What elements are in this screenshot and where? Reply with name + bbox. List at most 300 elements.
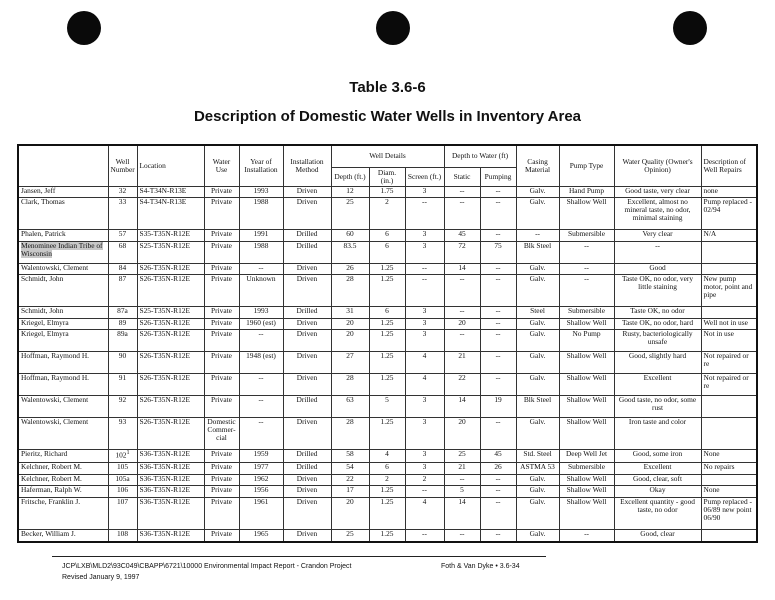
cell-water-use-text: Private xyxy=(211,229,232,239)
cell-static-level-text: 22 xyxy=(458,373,466,383)
cell-pump-type-text: -- xyxy=(584,263,589,272)
cell-location xyxy=(137,498,204,530)
cell-pumping-level-text: -- xyxy=(495,417,501,426)
cell-owner-name-text: Kriegel, Elmyra xyxy=(21,318,69,327)
cell-static-level-text: 14 xyxy=(458,395,466,404)
cell-owner-name xyxy=(18,449,108,462)
cell-pumping-level-text: 19 xyxy=(494,395,502,404)
cell-depth-text: 28 xyxy=(346,417,354,426)
cell-screen xyxy=(405,318,444,330)
cell-depth-text: 83.5 xyxy=(343,241,357,250)
cell-water-quality-text: Good, some iron xyxy=(632,449,683,458)
cell-water-quality-text: Good xyxy=(649,263,666,272)
cell-owner-name-text: Pieritz, Richard xyxy=(21,449,68,458)
cell-casing-material-text: Galv. xyxy=(529,329,546,339)
cell-static-level xyxy=(444,263,480,275)
cell-screen-text: 4 xyxy=(422,351,427,361)
cell-depth-text: 28 xyxy=(346,274,354,284)
cell-well-repairs-text: Well not in use xyxy=(703,318,748,327)
table-title: Description of Domestic Water Wells in Inventory Area xyxy=(193,108,582,125)
cell-static-level xyxy=(444,530,480,542)
cell-diameter-text: 1.25 xyxy=(380,263,394,272)
cell-pumping-level-text: -- xyxy=(495,351,501,361)
cell-well-repairs xyxy=(701,307,757,319)
cell-installation-method-text: Drilled xyxy=(296,462,318,472)
cell-year-installation-text: 1993 xyxy=(253,306,269,316)
cell-diameter-text: 1.25 xyxy=(380,329,394,339)
cell-pump-type-text: Shallow Well xyxy=(566,474,607,483)
cell-well-number xyxy=(108,330,137,352)
cell-owner-name xyxy=(18,395,108,417)
cell-owner-name-text: Kelchner, Robert M. xyxy=(21,462,82,472)
cell-depth xyxy=(331,186,369,198)
cell-location xyxy=(137,463,204,475)
cell-well-repairs xyxy=(701,318,757,330)
cell-location-text: S26-T35N-R12E xyxy=(139,395,191,404)
cell-pump-type-text: Submersible xyxy=(568,462,605,472)
cell-year-installation-text: 1988 xyxy=(253,241,269,250)
cell-location-text: S25-T35N-R12E xyxy=(139,241,191,250)
cell-year-installation xyxy=(239,230,283,242)
cell-well-number xyxy=(108,352,137,374)
cell-well-number-text: 33 xyxy=(118,197,127,207)
cell-depth-text: 25 xyxy=(346,197,354,207)
cell-location xyxy=(137,275,204,307)
cell-water-quality-text: Taste OK, no odor xyxy=(630,306,685,316)
cell-diameter-text: 6 xyxy=(385,462,389,472)
cell-water-quality xyxy=(614,275,701,307)
cell-owner-name xyxy=(18,486,108,498)
table-row xyxy=(18,263,757,275)
cell-pump-type-text: Shallow Well xyxy=(566,497,607,507)
cell-screen xyxy=(405,307,444,319)
cell-casing-material-text: -- xyxy=(535,229,540,239)
cell-pumping-level xyxy=(480,449,516,462)
cell-well-repairs-text: Pump replaced - 02/94 xyxy=(703,197,752,215)
cell-screen-text: -- xyxy=(422,197,427,207)
cell-water-quality xyxy=(614,374,701,396)
binder-hole-right xyxy=(673,11,707,45)
cell-well-number xyxy=(108,198,137,230)
cell-year-installation-text: -- xyxy=(258,417,264,426)
cell-screen-text: 4 xyxy=(422,373,427,383)
header-static: Static xyxy=(444,167,480,186)
cell-static-level-text: -- xyxy=(459,197,465,207)
cell-static-level xyxy=(444,275,480,307)
cell-water-use xyxy=(204,198,239,230)
cell-water-use-text: Private xyxy=(211,373,232,383)
cell-pump-type-text: Submersible xyxy=(568,306,605,316)
cell-casing-material xyxy=(516,395,559,417)
cell-owner-name xyxy=(18,474,108,486)
cell-static-level xyxy=(444,198,480,230)
cell-well-repairs-text: none xyxy=(703,186,718,195)
cell-static-level-text: 72 xyxy=(458,241,466,250)
cell-owner-name xyxy=(18,530,108,542)
cell-depth xyxy=(331,318,369,330)
cell-well-number-text: 87a xyxy=(117,306,128,316)
cell-well-number xyxy=(108,498,137,530)
cell-static-level-text: 14 xyxy=(458,497,466,507)
cell-depth-text: 54 xyxy=(346,462,354,472)
cell-location-text: S36-T35N-R12E xyxy=(139,449,191,458)
header-year-installation: Year of Installation xyxy=(239,145,283,186)
cell-screen-text: 3 xyxy=(422,186,427,195)
cell-pumping-level-text: -- xyxy=(495,318,501,327)
table-row xyxy=(18,374,757,396)
cell-year-installation-text: Unknown xyxy=(246,274,276,284)
cell-diameter-text: 2 xyxy=(385,474,389,483)
cell-depth xyxy=(331,449,369,462)
cell-pump-type-text: Shallow Well xyxy=(566,373,607,383)
cell-well-repairs xyxy=(701,186,757,198)
cell-water-quality xyxy=(614,241,701,263)
cell-pump-type xyxy=(559,263,614,275)
cell-diameter-text: 1.25 xyxy=(380,318,394,327)
cell-installation-method xyxy=(283,449,331,462)
cell-diameter-text: 2 xyxy=(385,197,389,207)
cell-water-use xyxy=(204,275,239,307)
cell-static-level-text: 20 xyxy=(458,318,466,327)
cell-well-number-text: 89a xyxy=(117,329,128,339)
cell-installation-method xyxy=(283,198,331,230)
cell-casing-material xyxy=(516,486,559,498)
cell-diameter xyxy=(369,241,405,263)
cell-well-number-text: 92 xyxy=(118,395,127,404)
cell-static-level-text: 21 xyxy=(458,462,466,472)
cell-year-installation-text: -- xyxy=(258,395,264,404)
cell-static-level xyxy=(444,417,480,449)
cell-pump-type-text: -- xyxy=(584,529,589,539)
cell-year-installation xyxy=(239,198,283,230)
cell-owner-name xyxy=(18,230,108,242)
cell-pumping-level xyxy=(480,241,516,263)
cell-installation-method xyxy=(283,230,331,242)
cell-depth-text: 28 xyxy=(346,373,354,383)
cell-well-repairs-text: N/A xyxy=(703,229,717,239)
cell-diameter-text: 1.25 xyxy=(380,373,394,383)
cell-screen-text: 3 xyxy=(422,329,427,339)
cell-water-quality xyxy=(614,263,701,275)
cell-water-quality xyxy=(614,318,701,330)
cell-static-level-text: 20 xyxy=(458,417,466,426)
cell-screen xyxy=(405,241,444,263)
cell-diameter xyxy=(369,474,405,486)
cell-pump-type xyxy=(559,417,614,449)
cell-well-repairs xyxy=(701,275,757,307)
cell-well-number-text: 105 xyxy=(116,462,129,472)
cell-pump-type-text: Deep Well Jet xyxy=(565,449,608,458)
cell-pump-type xyxy=(559,307,614,319)
cell-year-installation-text: 1960 (est) xyxy=(246,318,276,327)
cell-water-use xyxy=(204,417,239,449)
cell-installation-method-text: Driven xyxy=(296,197,318,207)
cell-well-repairs xyxy=(701,463,757,475)
cell-diameter xyxy=(369,486,405,498)
cell-water-quality xyxy=(614,530,701,542)
cell-pumping-level xyxy=(480,330,516,352)
cell-pump-type-text: Shallow Well xyxy=(566,417,607,426)
cell-owner-name xyxy=(18,198,108,230)
cell-water-use-text: Private xyxy=(211,351,232,361)
cell-installation-method xyxy=(283,318,331,330)
cell-water-quality-text: Excellent xyxy=(643,462,672,472)
cell-casing-material xyxy=(516,318,559,330)
cell-water-use xyxy=(204,395,239,417)
cell-casing-material xyxy=(516,474,559,486)
cell-location-text: S26-T35N-R12E xyxy=(139,373,191,383)
cell-casing-material xyxy=(516,275,559,307)
wells-table-container xyxy=(17,144,756,543)
cell-owner-name-text: Menominee Indian Tribe of Wisconsin xyxy=(21,241,103,258)
cell-depth-text: 60 xyxy=(346,229,354,239)
cell-casing-material-text: Steel xyxy=(530,306,545,316)
table-row xyxy=(18,330,757,352)
cell-diameter xyxy=(369,395,405,417)
cell-owner-name xyxy=(18,241,108,263)
cell-water-use xyxy=(204,241,239,263)
table-row xyxy=(18,498,757,530)
cell-location xyxy=(137,198,204,230)
cell-owner-name-text: Walentowski, Clement xyxy=(21,417,89,426)
cell-installation-method-text: Driven xyxy=(296,263,318,272)
cell-pump-type xyxy=(559,330,614,352)
table-number: Table 3.6-6 xyxy=(349,79,426,96)
cell-owner-name-text: Kelchner, Robert M. xyxy=(21,474,82,483)
cell-location-text: S26-T35N-R12E xyxy=(139,351,191,361)
table-row xyxy=(18,417,757,449)
cell-installation-method-text: Drilled xyxy=(296,449,318,458)
cell-installation-method xyxy=(283,307,331,319)
cell-static-level-text: 21 xyxy=(458,351,466,361)
cell-well-number-text: 91 xyxy=(118,373,127,383)
cell-installation-method-text: Driven xyxy=(296,417,318,426)
cell-year-installation-text: 1959 xyxy=(253,449,269,458)
cell-diameter xyxy=(369,186,405,198)
cell-location xyxy=(137,530,204,542)
cell-static-level-text: -- xyxy=(459,474,465,483)
cell-water-quality xyxy=(614,486,701,498)
cell-static-level xyxy=(444,241,480,263)
cell-static-level xyxy=(444,449,480,462)
cell-installation-method-text: Driven xyxy=(296,274,318,284)
cell-well-repairs-text: Not repaired or re xyxy=(703,351,749,369)
cell-well-number xyxy=(108,230,137,242)
cell-installation-method xyxy=(283,330,331,352)
cell-diameter xyxy=(369,498,405,530)
cell-location xyxy=(137,474,204,486)
cell-depth xyxy=(331,498,369,530)
cell-casing-material xyxy=(516,352,559,374)
cell-water-use xyxy=(204,230,239,242)
cell-casing-material-text: Galv. xyxy=(529,373,546,383)
cell-well-repairs xyxy=(701,417,757,449)
cell-pumping-level-text: -- xyxy=(495,529,501,539)
cell-pump-type xyxy=(559,449,614,462)
table-row xyxy=(18,449,757,462)
cell-owner-name xyxy=(18,374,108,396)
cell-well-repairs-text: Pump replaced - 06/89 new point 06/90 xyxy=(703,497,752,523)
cell-installation-method xyxy=(283,474,331,486)
binder-hole-center xyxy=(376,11,410,45)
table-row xyxy=(18,318,757,330)
cell-depth-text: 25 xyxy=(346,529,354,539)
cell-water-quality-text: Very clear xyxy=(642,229,673,239)
cell-water-quality xyxy=(614,352,701,374)
table-row xyxy=(18,395,757,417)
cell-year-installation xyxy=(239,449,283,462)
cell-installation-method-text: Driven xyxy=(296,318,318,327)
cell-water-use-text: Private xyxy=(211,197,232,207)
cell-static-level xyxy=(444,395,480,417)
cell-water-quality xyxy=(614,186,701,198)
table-row xyxy=(18,486,757,498)
cell-casing-material xyxy=(516,463,559,475)
cell-pump-type xyxy=(559,275,614,307)
cell-diameter xyxy=(369,318,405,330)
cell-diameter-text: 6 xyxy=(385,306,389,316)
cell-water-use-text: Private xyxy=(211,318,232,327)
cell-installation-method-text: Drilled xyxy=(296,395,318,404)
cell-owner-name xyxy=(18,263,108,275)
cell-pump-type xyxy=(559,230,614,242)
cell-water-use-text: Private xyxy=(211,474,232,483)
cell-diameter xyxy=(369,263,405,275)
cell-water-use xyxy=(204,474,239,486)
cell-location xyxy=(137,230,204,242)
cell-diameter xyxy=(369,198,405,230)
cell-static-level xyxy=(444,474,480,486)
cell-year-installation xyxy=(239,463,283,475)
cell-owner-name-text: Fritsche, Franklin J. xyxy=(21,497,81,507)
cell-well-number-text: 108 xyxy=(116,529,129,539)
cell-depth xyxy=(331,374,369,396)
cell-static-level xyxy=(444,318,480,330)
cell-year-installation xyxy=(239,352,283,374)
cell-depth xyxy=(331,198,369,230)
cell-depth-text: 22 xyxy=(346,474,354,483)
cell-well-number xyxy=(108,395,137,417)
cell-depth xyxy=(331,307,369,319)
cell-well-number-text: 106 xyxy=(116,485,129,495)
cell-location xyxy=(137,352,204,374)
cell-location-text: S26-T35N-R12E xyxy=(139,263,191,272)
cell-pumping-level-text: -- xyxy=(495,373,501,383)
cell-water-use xyxy=(204,307,239,319)
cell-pumping-level xyxy=(480,395,516,417)
cell-depth xyxy=(331,275,369,307)
cell-diameter-text: 1.25 xyxy=(380,529,394,539)
cell-static-level xyxy=(444,463,480,475)
cell-well-repairs xyxy=(701,530,757,542)
header-pump-type: Pump Type xyxy=(559,145,614,186)
cell-diameter xyxy=(369,417,405,449)
cell-depth-text: 20 xyxy=(346,329,354,339)
cell-diameter xyxy=(369,449,405,462)
cell-well-number xyxy=(108,530,137,542)
cell-static-level xyxy=(444,307,480,319)
table-row xyxy=(18,275,757,307)
header-location: Location xyxy=(137,145,204,186)
cell-water-quality-text: Excellent, almost no mineral taste, no odor, minimal staining xyxy=(624,197,691,223)
cell-installation-method-text: Drilled xyxy=(296,306,318,316)
cell-water-use-text: Private xyxy=(211,485,232,495)
cell-static-level-text: -- xyxy=(459,329,465,339)
footnote-marker: 1 xyxy=(126,449,130,456)
table-row xyxy=(18,230,757,242)
cell-year-installation xyxy=(239,186,283,198)
cell-depth-text: 20 xyxy=(346,318,354,327)
header-depth: Depth (ft.) xyxy=(331,167,369,186)
cell-water-quality xyxy=(614,198,701,230)
cell-diameter xyxy=(369,374,405,396)
cell-pumping-level-text: -- xyxy=(495,274,501,284)
cell-well-number xyxy=(108,417,137,449)
cell-well-number-text: 90 xyxy=(118,351,127,361)
cell-screen xyxy=(405,275,444,307)
cell-installation-method-text: Driven xyxy=(296,186,318,195)
header-installation-method: Installation Method xyxy=(283,145,331,186)
cell-pump-type xyxy=(559,474,614,486)
cell-well-repairs-text: Not repaired or re xyxy=(703,373,749,391)
cell-owner-name-text: Schmidt, John xyxy=(21,274,64,284)
cell-year-installation-text: 1988 xyxy=(253,197,269,207)
cell-diameter xyxy=(369,530,405,542)
cell-year-installation-text: 1948 (est) xyxy=(246,351,276,361)
cell-year-installation xyxy=(239,241,283,263)
cell-owner-name xyxy=(18,498,108,530)
cell-static-level-text: -- xyxy=(459,306,465,316)
cell-installation-method xyxy=(283,417,331,449)
cell-pumping-level-text: -- xyxy=(495,485,501,495)
cell-depth xyxy=(331,530,369,542)
cell-location-text: S36-T35N-R12E xyxy=(139,474,191,483)
cell-diameter xyxy=(369,330,405,352)
cell-pumping-level-text: -- xyxy=(495,229,501,239)
cell-diameter-text: 5 xyxy=(385,395,389,404)
cell-diameter-text: 1.25 xyxy=(380,497,394,507)
cell-pumping-level xyxy=(480,374,516,396)
cell-year-installation xyxy=(239,395,283,417)
cell-owner-name-text: Jansen, Jeff xyxy=(21,186,56,195)
cell-screen-text: -- xyxy=(422,274,427,284)
cell-depth-text: 31 xyxy=(346,306,354,316)
cell-screen xyxy=(405,330,444,352)
cell-water-use-text: Private xyxy=(211,186,232,195)
header-diam: Diam. (in.) xyxy=(369,167,405,186)
cell-screen xyxy=(405,352,444,374)
header-well-number: Well Number xyxy=(108,145,137,186)
cell-screen-text: -- xyxy=(422,485,427,495)
footer-document-path: JCP\LXB\MLD2\93C049\CBAPP\6721\10000 Environmental Impact Report - Crandon Project xyxy=(62,563,352,570)
cell-screen xyxy=(405,230,444,242)
cell-casing-material-text: Galv. xyxy=(529,318,546,327)
table-row xyxy=(18,463,757,475)
cell-well-repairs xyxy=(701,474,757,486)
cell-well-repairs-text: No repairs xyxy=(703,462,735,472)
cell-screen-text: 3 xyxy=(422,462,427,472)
cell-diameter-text: 1.25 xyxy=(380,417,394,426)
cell-installation-method xyxy=(283,463,331,475)
cell-water-quality xyxy=(614,474,701,486)
cell-depth xyxy=(331,474,369,486)
cell-static-level xyxy=(444,498,480,530)
cell-owner-name xyxy=(18,186,108,198)
cell-water-use xyxy=(204,318,239,330)
cell-location xyxy=(137,449,204,462)
cell-owner-name xyxy=(18,318,108,330)
cell-location xyxy=(137,330,204,352)
